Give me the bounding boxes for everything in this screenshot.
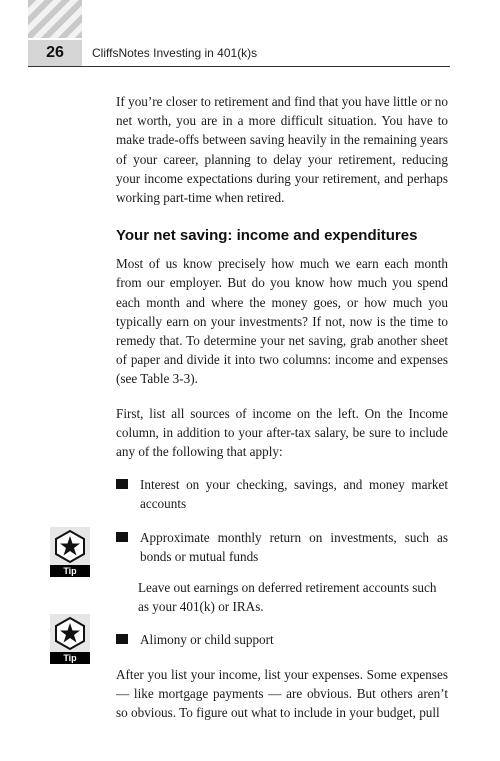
paragraph-expenses: After you list your income, list your expenses. Some expenses — like mortgage payments — are obvious. But others aren’t so obvious. To figure out what to include in your budget, pull xyxy=(116,666,448,721)
list-item-text: Interest on your checking, savings, and money market accounts xyxy=(140,477,448,512)
paragraph-net-saving: Most of us know precisely how much we earn each month from our employer. But do you know how much you spend each month and where the money goes, or how much you typically earn on your investments? If not, now is the time to remedy that. To determine your net saving, grab another sheet of paper and divide it into two columns: income and expenses (see Table 3-3). xyxy=(116,256,448,387)
square-bullet-icon xyxy=(116,634,128,644)
square-bullet-icon xyxy=(116,479,128,489)
tip-icon xyxy=(50,527,90,577)
page-number: 26 xyxy=(28,40,82,66)
header-rule xyxy=(28,66,450,67)
running-head-title: CliffsNotes Investing in 401(k)s xyxy=(92,46,258,60)
tip-text: Leave out earnings on deferred retirement accounts such as your 401(k) or IRAs. xyxy=(138,580,437,615)
header-stripe-decoration xyxy=(28,0,82,38)
list-item xyxy=(116,528,448,566)
tip-label: Tip xyxy=(50,652,90,664)
page-body xyxy=(116,92,448,722)
tip-icon xyxy=(50,614,90,664)
section-heading: Your net saving: income and expenditures xyxy=(116,227,418,245)
star-hexagon-icon xyxy=(50,527,90,565)
list-item xyxy=(116,630,448,649)
list-item-text: Alimony or child support xyxy=(140,632,274,648)
star-hexagon-icon xyxy=(50,614,90,652)
square-bullet-icon xyxy=(116,532,128,542)
tip-label: Tip xyxy=(50,565,90,577)
list-item-text: Approximate monthly return on investments, such as bonds or mutual funds xyxy=(140,529,448,564)
paragraph-income-sources: First, list all sources of income on the left. On the Income column, in addition to your after-tax salary, be sure to include any of the following that apply: xyxy=(116,405,448,460)
paragraph-retirement-tradeoffs: If you’re closer to retirement and find that you have little or no net worth, you are in a more difficult situation. You have to make trade-offs between saving heavily in the remaining years of your career, planning to delay your retirement, reducing your income expectations during your retirement, and perhaps working part-time when retired. xyxy=(116,94,448,206)
list-item xyxy=(116,475,448,513)
